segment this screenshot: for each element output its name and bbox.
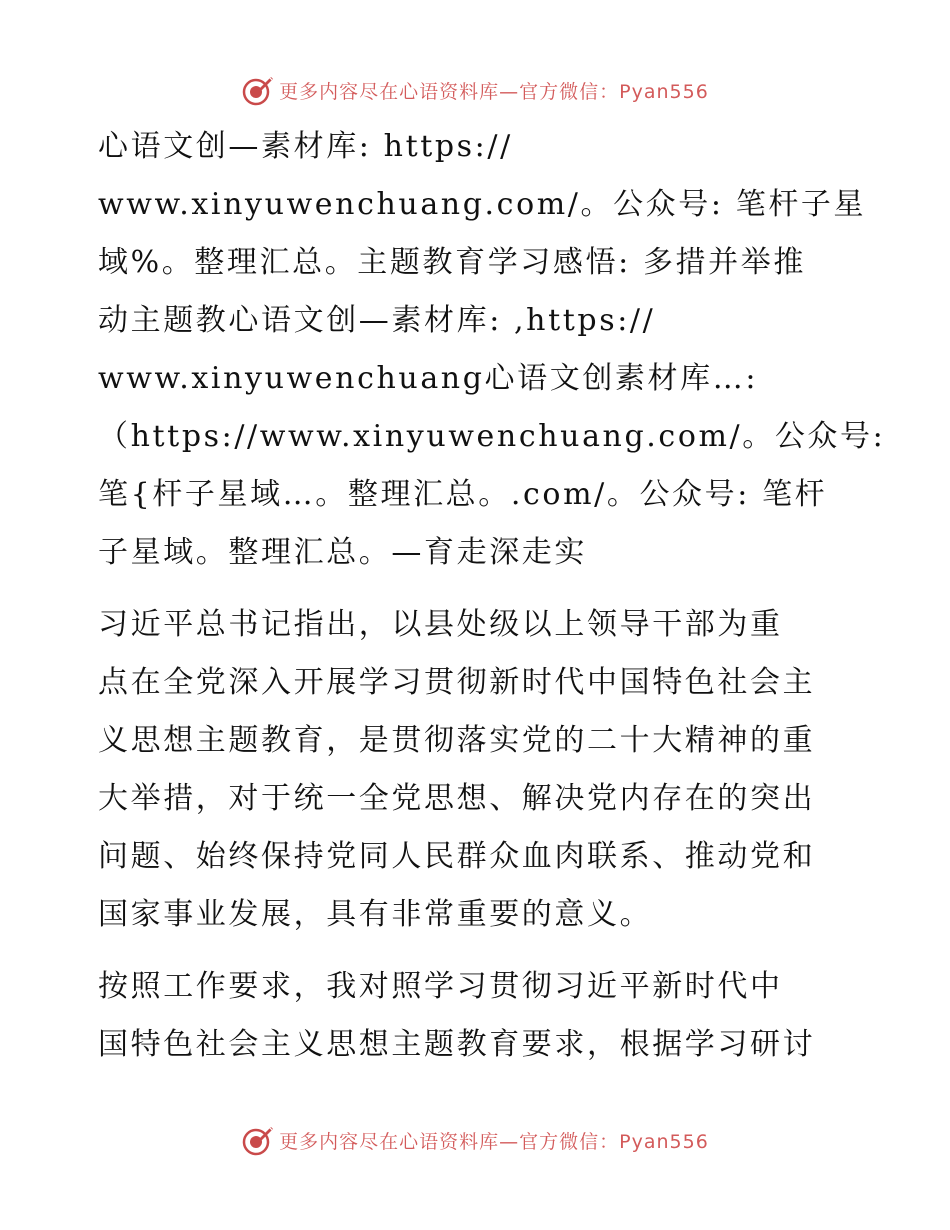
text-line: 动主题教心语文创—素材库: ,https:// [98, 303, 656, 338]
text-line: 国家事业发展，具有非常重要的意义。 [98, 897, 653, 932]
text-line: 义思想主题教育，是贯彻落实党的二十大精神的重 [98, 723, 816, 758]
text-line: www.xinyuwenchuang.com/。公众号: 笔杆子星 [98, 187, 867, 222]
pen-logo-icon [241, 73, 275, 107]
text-line: 子星域。整理汇总。—育走深走实 [98, 535, 587, 570]
text-line: 域%。整理汇总。主题教育学习感悟: 多措并举推 [98, 245, 806, 280]
text-line: 按照工作要求，我对照学习贯彻习近平新时代中 [98, 969, 783, 1004]
header-banner-text: 更多内容尽在心语资料库—官方微信：Pyan556 [279, 80, 709, 103]
text-line: 笔{杆子星域…。整理汇总。.com/。公众号: 笔杆 [98, 477, 828, 512]
footer-banner [0, 1120, 950, 1160]
text-line: www.xinyuwenchuang心语文创素材库…: [98, 361, 759, 396]
text-line: 习近平总书记指出，以县处级以上领导干部为重 [98, 607, 783, 642]
text-line: （https://www.xinyuwenchuang.com/。公众号: [98, 419, 886, 454]
footer-banner-text: 更多内容尽在心语资料库—官方微信：Pyan556 [279, 1130, 709, 1153]
text-line: 大举措，对于统一全党思想、解决党内存在的突出 [98, 781, 816, 816]
paragraph-3 [98, 958, 858, 1074]
text-line: 心语文创—素材库: https:// [98, 129, 513, 164]
pen-logo-icon [241, 1123, 275, 1157]
text-line: 国特色社会主义思想主题教育要求，根据学习研讨 [98, 1027, 816, 1062]
text-line: 点在全党深入开展学习贯彻新时代中国特色社会主 [98, 665, 816, 700]
document-body [98, 118, 886, 1088]
text-line: 问题、始终保持党同人民群众血肉联系、推动党和 [98, 839, 816, 874]
paragraph-1 [98, 118, 886, 582]
header-banner [0, 70, 950, 110]
paragraph-2 [98, 596, 858, 944]
